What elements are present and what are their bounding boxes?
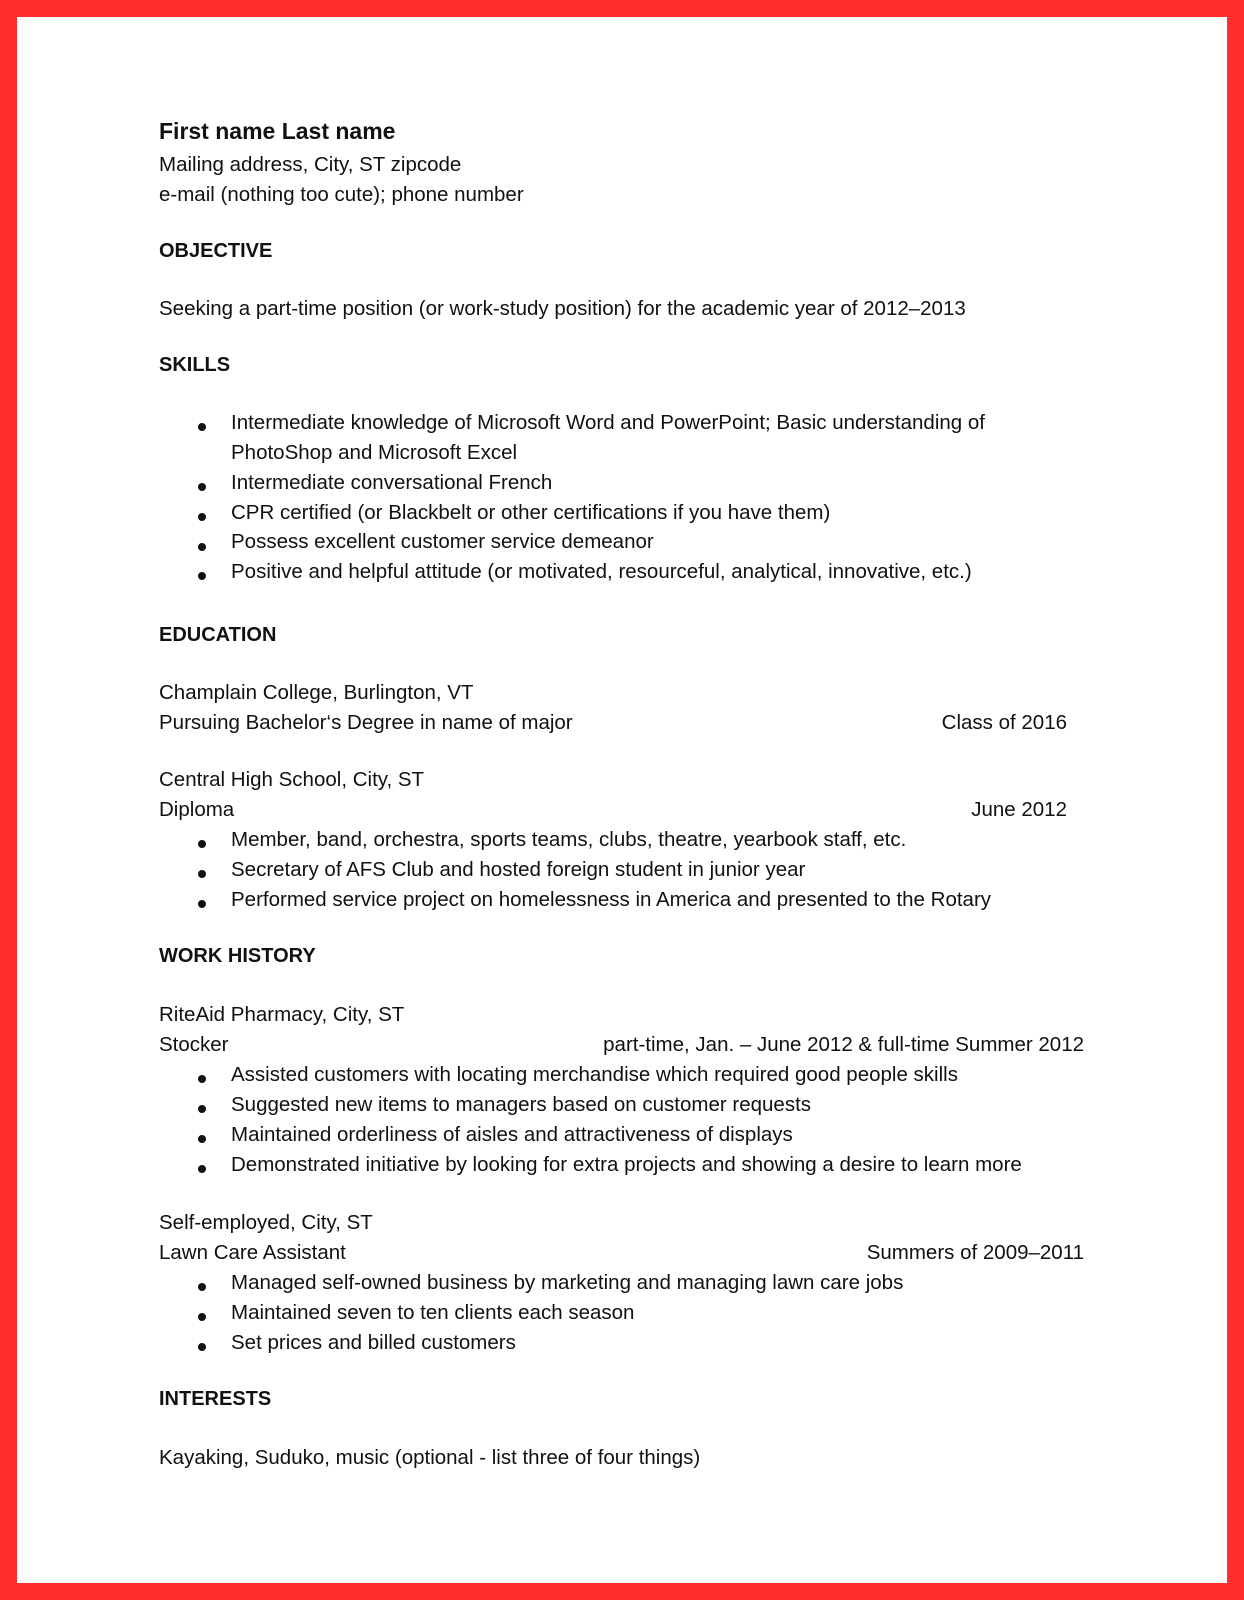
education-bullet: Member, band, orchestra, sports teams, clubs, theatre, yearbook staff, etc. [231,828,907,851]
skill-item: Possess excellent customer service demeanor [231,530,654,553]
job-bullet: Managed self-owned business by marketing and managing lawn care jobs [231,1271,904,1294]
employer-name: Self-employed, City, ST [159,1211,373,1234]
bullet-icon [198,1135,206,1143]
school-name: Central High School, City, ST [159,768,425,791]
bullet-icon [198,900,206,908]
education-bullet: Secretary of AFS Club and hosted foreign student in junior year [231,858,806,881]
job-bullet: Maintained seven to ten clients each season [231,1301,635,1324]
skill-item: Intermediate knowledge of Microsoft Word and PowerPoint; Basic understanding of [231,411,985,434]
job-title: Lawn Care Assistant [159,1241,346,1264]
skill-item: Intermediate conversational French [231,471,553,494]
education-heading: EDUCATION [159,624,277,646]
job-bullet: Demonstrated initiative by looking for extra projects and showing a desire to learn more [231,1153,1022,1176]
graduation-date: Class of 2016 [941,711,1067,734]
bullet-icon [198,840,206,848]
applicant-name: First name Last name [159,118,396,144]
work-history-heading: WORK HISTORY [159,945,316,967]
skill-item-continuation: PhotoShop and Microsoft Excel [231,441,518,464]
bullet-icon [198,1283,206,1291]
bullet-icon [198,1165,206,1173]
contact-info: e-mail (nothing too cute); phone number [159,183,524,206]
interests-text: Kayaking, Suduko, music (optional - list three of four things) [159,1446,701,1469]
job-bullet: Suggested new items to managers based on customer requests [231,1093,812,1116]
skill-item: CPR certified (or Blackbelt or other certifications if you have them) [231,501,831,524]
mailing-address: Mailing address, City, ST zipcode [159,153,462,176]
school-name: Champlain College, Burlington, VT [159,681,474,704]
job-dates: Summers of 2009–2011 [866,1241,1084,1264]
bullet-icon [198,423,206,431]
job-bullet: Maintained orderliness of aisles and attractiveness of displays [231,1123,793,1146]
degree-name: Diploma [159,798,235,821]
bullet-icon [198,1075,206,1083]
bullet-icon [198,483,206,491]
skills-heading: SKILLS [159,354,231,376]
objective-heading: OBJECTIVE [159,240,273,262]
job-title: Stocker [159,1033,229,1056]
bullet-icon [198,1313,206,1321]
job-dates: part-time, Jan. – June 2012 & full-time Summer 2012 [603,1033,1084,1056]
interests-heading: INTERESTS [159,1388,272,1410]
bullet-icon [198,870,206,878]
bullet-icon [198,1105,206,1113]
bullet-icon [198,543,206,551]
degree-name: Pursuing Bachelor‘s Degree in name of major [159,711,573,734]
employer-name: RiteAid Pharmacy, City, ST [159,1003,405,1026]
objective-text: Seeking a part-time position (or work-study position) for the academic year of 2012–2013 [159,297,966,320]
bullet-icon [198,1343,206,1351]
skill-item: Positive and helpful attitude (or motivated, resourceful, analytical, innovative, etc.) [231,560,972,583]
job-bullet: Assisted customers with locating merchandise which required good people skills [231,1063,958,1086]
education-bullet: Performed service project on homelessness in America and presented to the Rotary [231,888,992,911]
job-bullet: Set prices and billed customers [231,1331,516,1354]
graduation-date: June 2012 [971,798,1067,821]
bullet-icon [198,513,206,521]
bullet-icon [198,572,206,580]
